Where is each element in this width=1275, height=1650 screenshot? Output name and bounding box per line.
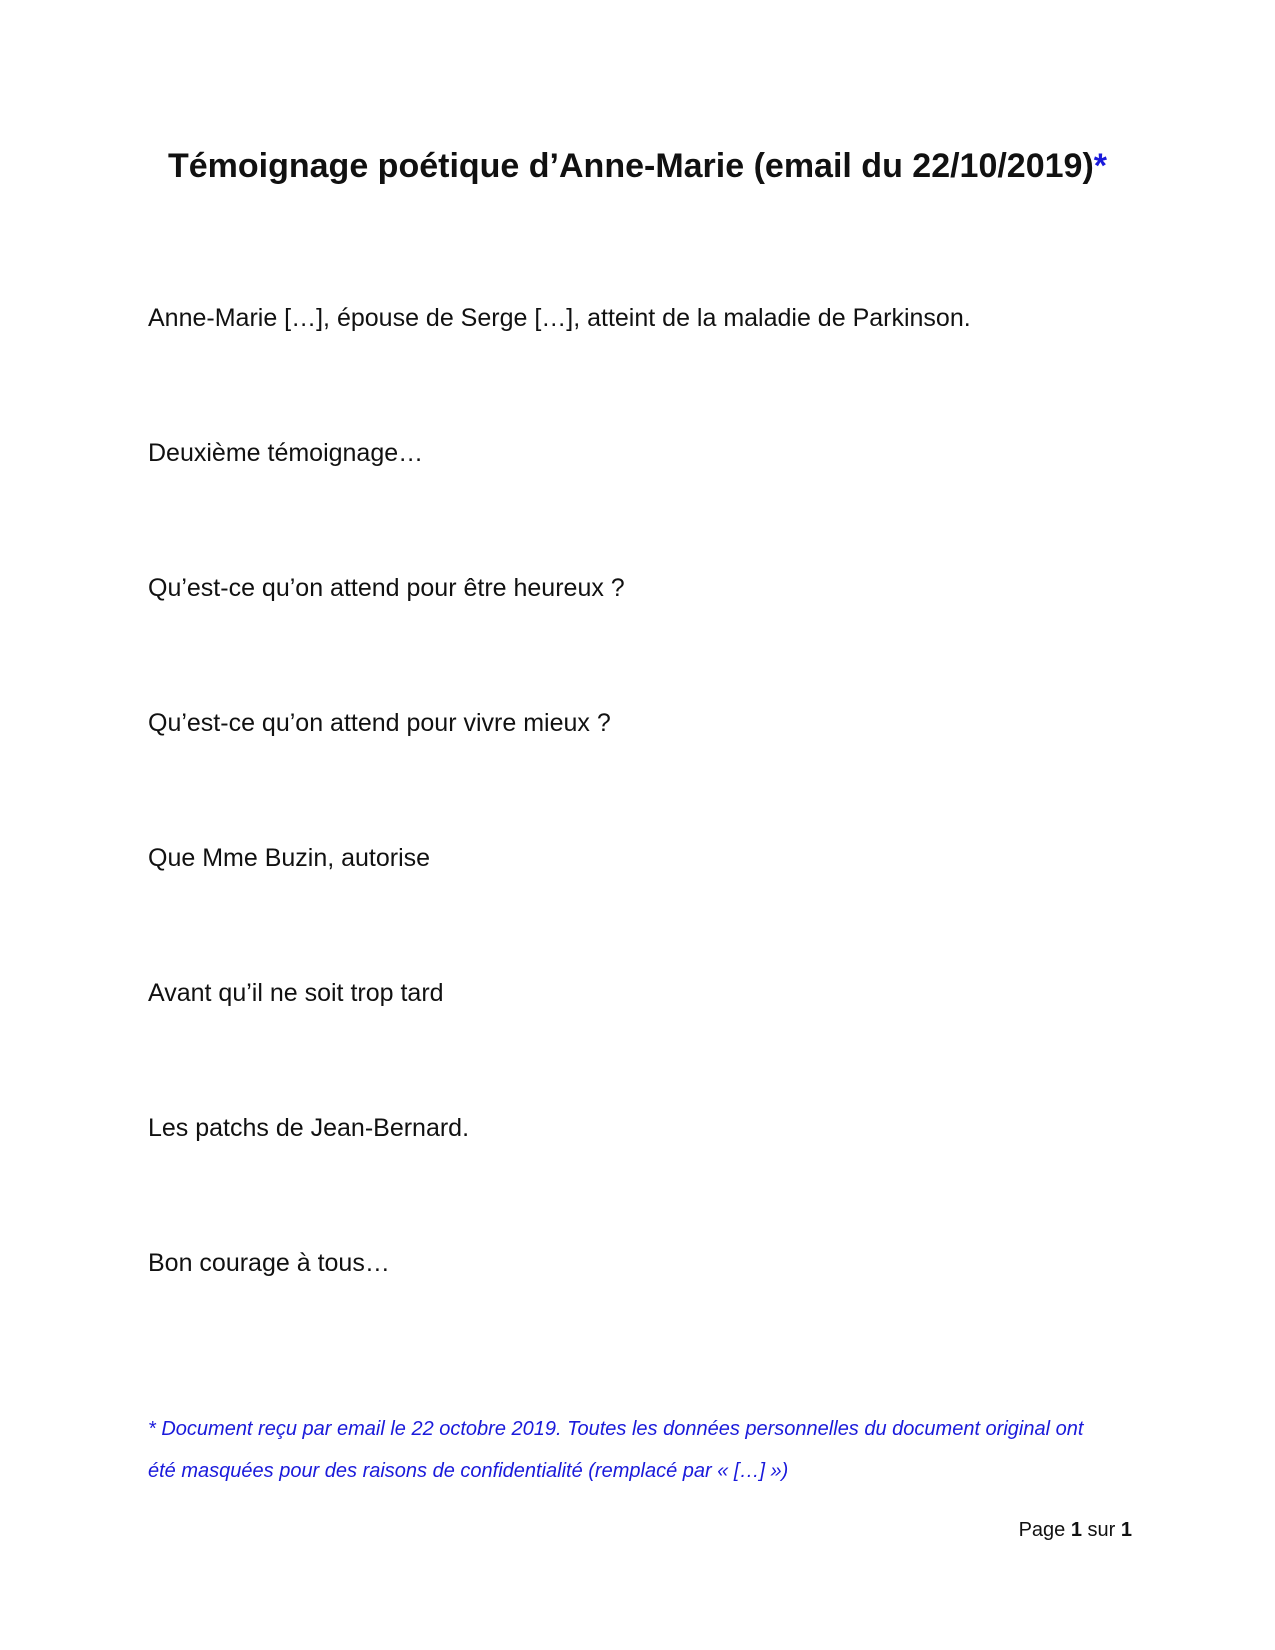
body-line-5: Que Mme Buzin, autorise xyxy=(148,844,431,872)
body-line-2: Deuxième témoignage… xyxy=(148,439,424,467)
body-line-3: Qu’est-ce qu’on attend pour être heureux ? xyxy=(148,574,625,602)
body-line-8: Bon courage à tous… xyxy=(148,1249,390,1277)
body-line-6: Avant qu’il ne soit trop tard xyxy=(148,979,444,1007)
page-current: 1 xyxy=(1070,1519,1082,1541)
title-text: Témoignage poétique d’Anne-Marie (email du 22/10/2019) xyxy=(167,147,1094,185)
body-line-intro: Anne-Marie […], épouse de Serge […], atteint de la maladie de Parkinson. xyxy=(148,304,971,332)
footnote-line-2: été masquées pour des raisons de confidentialité (remplacé par « […] ») xyxy=(148,1460,789,1482)
page-number xyxy=(1019,1516,1132,1544)
body-line-4: Qu’est-ce qu’on attend pour vivre mieux ? xyxy=(148,709,611,737)
footnote-line-1: * Document reçu par email le 22 octobre 2019. Toutes les données personnelles du document original ont xyxy=(148,1418,1084,1440)
page-prefix: Page xyxy=(1018,1519,1071,1541)
title-footnote-marker: * xyxy=(1093,147,1108,185)
page-total: 1 xyxy=(1120,1519,1132,1541)
body-line-7: Les patchs de Jean-Bernard. xyxy=(148,1114,470,1142)
page-title xyxy=(0,144,1275,188)
footnote xyxy=(148,1408,1138,1492)
page-middle: sur xyxy=(1081,1519,1121,1541)
